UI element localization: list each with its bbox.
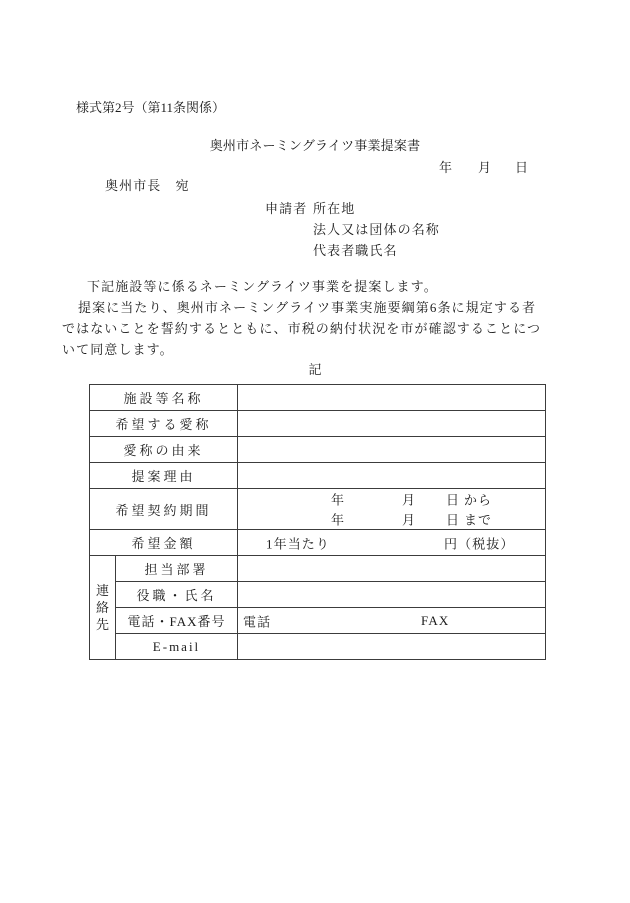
table-row [90, 385, 546, 411]
applicant-field-organization-name: 法人又は団体の名称 [313, 222, 440, 237]
row-label-facility-name: 施設等名称 [90, 385, 238, 411]
period-to-month-label: 月 [402, 512, 417, 528]
phone-label: 電話 [243, 614, 272, 629]
fax-label: FAX [421, 612, 450, 628]
table-row [90, 437, 546, 463]
period-from-suffix: から [464, 492, 493, 508]
row-label-nickname-origin: 愛称の由来 [90, 437, 238, 463]
contract-period-value-cell[interactable] [238, 489, 546, 530]
amount-suffix-label: 円（税抜） [444, 536, 515, 551]
table-row [90, 489, 546, 530]
table-row [90, 582, 546, 608]
applicant-field-representative-name: 代表者職氏名 [313, 243, 398, 258]
period-to-suffix: まで [464, 512, 493, 528]
nickname-origin-value-cell[interactable] [238, 437, 546, 463]
body-line: ではないことを誓約するとともに、市税の納付状況を市が確認することにつ [62, 321, 542, 336]
addressee: 奥州市長 宛 [105, 178, 190, 193]
body-line: 提案に当たり、奥州市ネーミングライツ事業実施要綱第6条に規定する者 [78, 300, 537, 315]
row-label-department: 担当部署 [116, 556, 238, 582]
period-to-day-label: 日 [446, 512, 461, 528]
period-from-month-label: 月 [402, 492, 417, 508]
row-label-contract-period: 希望契約期間 [90, 489, 238, 530]
table-row [90, 463, 546, 489]
applicant-fields [313, 198, 440, 261]
row-label-title-name: 役職・氏名 [116, 582, 238, 608]
form-number: 様式第2号（第11条関係） [76, 100, 226, 115]
period-from-day-label: 日 [446, 492, 461, 508]
proposal-reason-value-cell[interactable] [238, 463, 546, 489]
row-label-desired-nickname: 希望する愛称 [90, 411, 238, 437]
contact-char: 連 [95, 583, 109, 598]
document-title: 奥州市ネーミングライツ事業提案書 [209, 138, 421, 153]
date-day-label: 日 [515, 160, 529, 175]
table-row [90, 608, 546, 634]
desired-amount-value-cell[interactable] [238, 530, 546, 556]
row-label-desired-amount: 希望金額 [90, 530, 238, 556]
list-marker: 記 [308, 362, 322, 377]
table-row [90, 634, 546, 660]
contact-group-label [90, 556, 116, 660]
body-line: 下記施設等に係るネーミングライツ事業を提案します。 [87, 279, 438, 294]
date-line [0, 157, 630, 175]
phone-fax-value-cell[interactable] [238, 608, 546, 634]
body-paragraph [62, 276, 544, 360]
amount-prefix-label: 1年当たり [266, 536, 331, 551]
applicant-label: 申請者 [265, 201, 308, 216]
title-name-value-cell[interactable] [238, 582, 546, 608]
contact-group-vertical-text [90, 582, 115, 633]
date-year-label: 年 [439, 160, 453, 175]
contact-char: 先 [95, 617, 109, 632]
table-row [90, 556, 546, 582]
row-label-phone-fax: 電話・FAX番号 [116, 608, 238, 634]
contact-char: 絡 [95, 600, 109, 615]
body-line: いて同意します。 [62, 342, 174, 357]
table-row [90, 411, 546, 437]
table-row [90, 530, 546, 556]
row-label-proposal-reason: 提案理由 [90, 463, 238, 489]
applicant-field-address: 所在地 [313, 201, 356, 216]
department-value-cell[interactable] [238, 556, 546, 582]
period-to-year-label: 年 [331, 512, 346, 528]
date-month-label: 月 [478, 160, 492, 175]
email-value-cell[interactable] [238, 634, 546, 660]
desired-nickname-value-cell[interactable] [238, 411, 546, 437]
row-label-email: E-mail [116, 634, 238, 660]
period-from-year-label: 年 [331, 492, 346, 508]
facility-name-value-cell[interactable] [238, 385, 546, 411]
proposal-table [89, 384, 546, 660]
period-to-line [238, 509, 545, 529]
period-from-line [238, 489, 545, 509]
